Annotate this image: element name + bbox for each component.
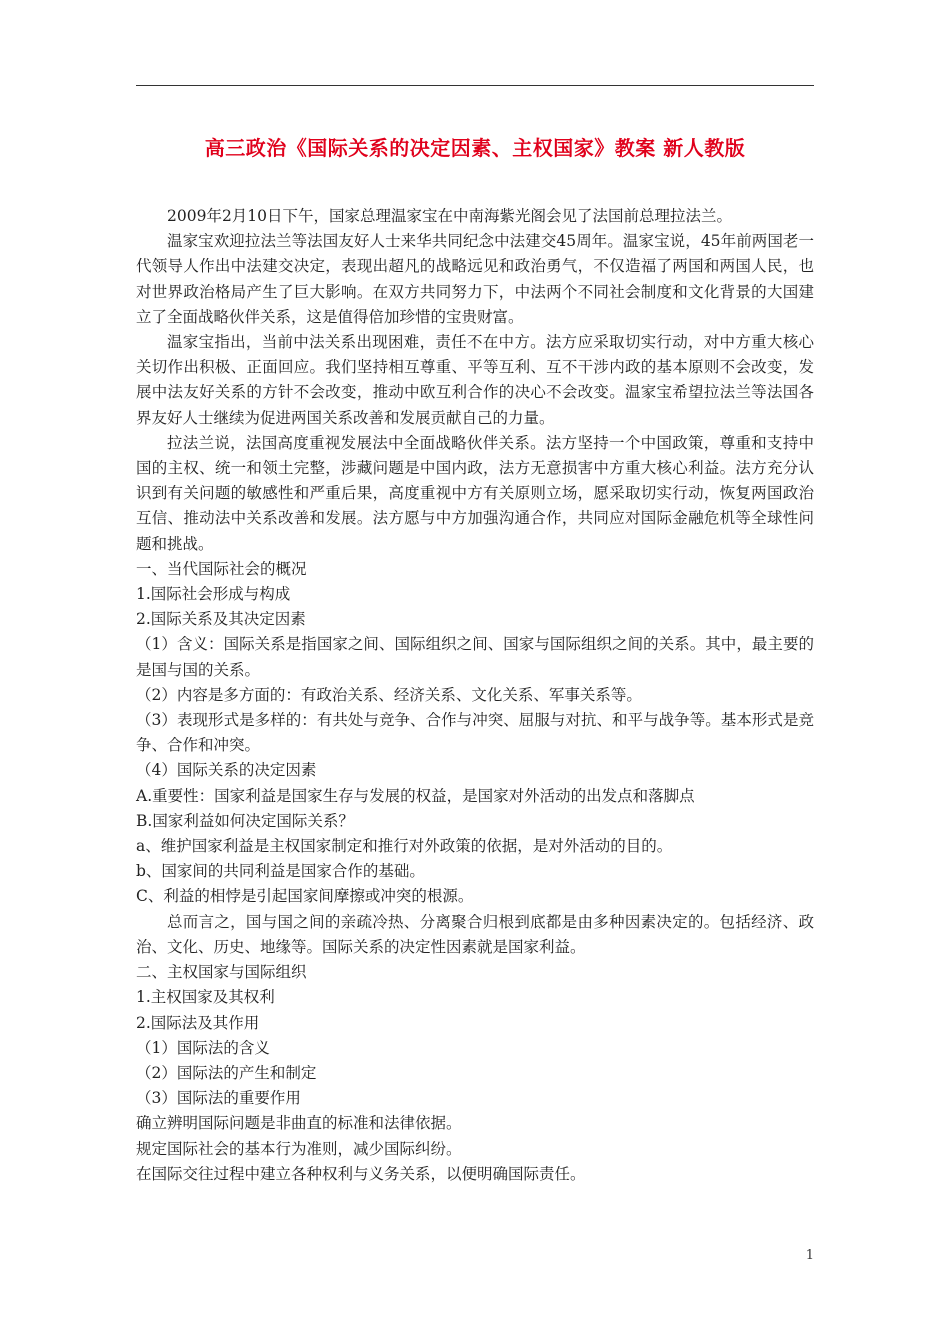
paragraph: （3）表现形式是多样的：有共处与竞争、合作与冲突、屈服与对抗、和平与战争等。基本形式是竞争、合作和冲突。 [136,711,814,755]
document-body [136,204,814,1187]
document-title: 高三政治《国际关系的决定因素、主权国家》教案 新人教版 [204,136,746,160]
paragraph: （1）国际法的含义 [136,1038,270,1057]
paragraph: C、利益的相悖是引起国家间摩擦或冲突的根源。 [136,887,474,906]
paragraph: 总而言之，国与国之间的亲疏冷热、分离聚合归根到底都是由多种因素决定的。包括经济、政治、文化、历史、地缘等。国际关系的决定性因素就是国家利益。 [136,912,814,956]
paragraph: （3）国际法的重要作用 [136,1089,301,1108]
paragraph: a、维护国家利益是主权国家制定和推行对外政策的依据，是对外活动的目的。 [136,837,673,856]
page-number: 1 [805,1248,814,1263]
paragraph: （4）国际关系的决定因素 [136,761,317,780]
paragraph: b、国家间的共同利益是国家合作的基础。 [136,862,425,881]
paragraph: 规定国际社会的基本行为准则，减少国际纠纷。 [136,1139,462,1158]
paragraph: 2.国际关系及其决定因素 [136,610,306,629]
header-rule [136,85,814,86]
paragraph: （2）内容是多方面的：有政治关系、经济关系、文化关系、军事关系等。 [136,685,642,704]
paragraph: 一、当代国际社会的概况 [136,559,307,578]
paragraph: 确立辨明国际问题是非曲直的标准和法律依据。 [136,1114,462,1133]
paragraph: 温家宝欢迎拉法兰等法国友好人士来华共同纪念中法建交45周年。温家宝说，45年前两国老一代领导人作出中法建交决定，表现出超凡的战略远见和政治勇气，不仅造福了两国和两国人民，也对世界政治格局产生了巨大影响。在双方共同努力下，中法两个不同社会制度和文化背景的大国建立了全面战略伙伴关系，这是值得倍加珍惜的宝贵财富。 [136,232,814,326]
paragraph: （1）含义：国际关系是指国家之间、国际组织之间、国家与国际组织之间的关系。其中，最主要的是国与国的关系。 [136,635,814,679]
paragraph: （2）国际法的产生和制定 [136,1063,317,1082]
paragraph: 温家宝指出，当前中法关系出现困难，责任不在中方。法方应采取切实行动，对中方重大核心关切作出积极、正面回应。我们坚持相互尊重、平等互利、互不干涉内政的基本原则不会改变，发展中法友好关系的方针不会改变，推动中欧互利合作的决心不会改变。温家宝希望拉法兰等法国各界友好人士继续为促进两国关系改善和发展贡献自己的力量。 [136,333,814,427]
paragraph: 1.主权国家及其权利 [136,988,275,1007]
paragraph: 二、主权国家与国际组织 [136,963,307,982]
paragraph: 2009年2月10日下午，国家总理温家宝在中南海紫光阁会见了法国前总理拉法兰。 [167,207,733,225]
paragraph: 在国际交往过程中建立各种权利与义务关系，以便明确国际责任。 [136,1164,586,1183]
paragraph: 2.国际法及其作用 [136,1013,260,1032]
paragraph: A.重要性：国家利益是国家生存与发展的权益，是国家对外活动的出发点和落脚点 [136,786,695,805]
paragraph: 拉法兰说，法国高度重视发展法中全面战略伙伴关系。法方坚持一个中国政策，尊重和支持中国的主权、统一和领土完整，涉藏问题是中国内政，法方无意损害中方重大核心利益。法方充分认识到有关问题的敏感性和严重后果，高度重视中方有关原则立场，愿采取切实行动，恢复两国政治互信、推动法中关系改善和发展。法方愿与中方加强沟通合作，共同应对国际金融危机等全球性问题和挑战。 [136,433,814,553]
paragraph: 1.国际社会形成与构成 [136,585,291,604]
paragraph: B.国家利益如何决定国际关系？ [136,811,354,830]
